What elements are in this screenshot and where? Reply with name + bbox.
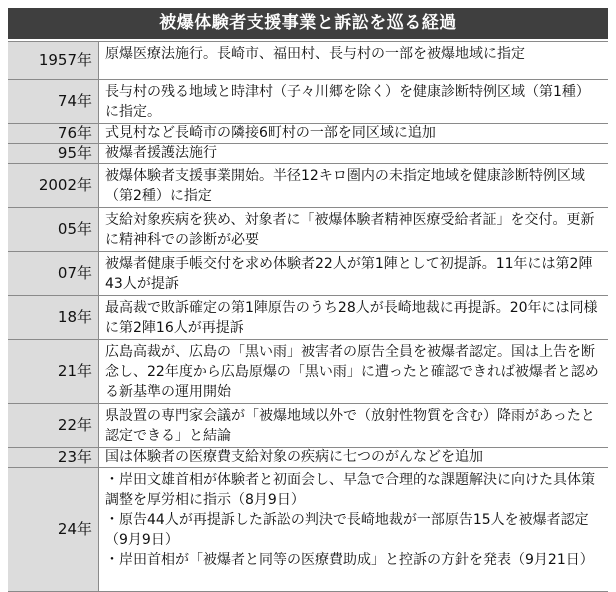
row-year: 95年	[8, 144, 98, 163]
timeline-row	[8, 468, 608, 592]
row-year: 18年	[8, 296, 98, 339]
timeline-row	[8, 252, 608, 296]
timeline-row	[8, 164, 608, 208]
row-text: 国は体験者の医療費支給対象の疾病に七つのがんなどを追加	[98, 448, 608, 467]
row-year: 21年	[8, 340, 98, 403]
row-text: 被爆者援護法施行	[98, 144, 608, 163]
row-year: 22年	[8, 404, 98, 447]
timeline-row	[8, 296, 608, 340]
timeline-row	[8, 124, 608, 144]
row-text: 被爆体験者支援事業開始。半径12キロ圏内の未指定地域を健康診断特例区域（第2種）に指定	[98, 164, 608, 207]
timeline-table	[8, 41, 608, 592]
timeline-row	[8, 42, 608, 80]
row-year: 23年	[8, 448, 98, 467]
row-text: 支給対象疾病を狭め、対象者に「被爆体験者精神医療受給者証」を交付。更新に精神科での診断が必要	[98, 208, 608, 251]
row-text: 長与村の残る地域と時津村（子々川郷を除く）を健康診断特例区域（第1種）に指定。	[98, 80, 608, 123]
row-year: 07年	[8, 252, 98, 295]
bullet-item: ・岸田首相が「被爆者と同等の医療費助成」と控訴の方針を発表（9月21日）	[105, 552, 594, 568]
row-year: 76年	[8, 124, 98, 143]
row-year: 1957年	[8, 42, 98, 79]
row-text: 広島高裁が、広島の「黒い雨」被害者の原告全員を被爆者認定。国は上告を断念し、22年度から広島原爆の「黒い雨」に遭ったと確認できれば被爆者と認める新基準の運用開始	[98, 340, 608, 403]
timeline-row	[8, 448, 608, 468]
timeline-row	[8, 144, 608, 164]
row-year: 05年	[8, 208, 98, 251]
row-text: 式見村など長崎市の隣接6町村の一部を同区域に追加	[98, 124, 608, 143]
figure-title: 被爆体験者支援事業と訴訟を巡る経過	[8, 8, 608, 39]
row-text: 被爆者健康手帳交付を求め体験者22人が第1陣として初提訴。11年には第2陣43人が提訴	[98, 252, 608, 295]
bullet-item: ・岸田文雄首相が体験者と初面会し、早急で合理的な課題解決に向けた具体策調整を厚労相に指示（8月9日）	[105, 472, 595, 508]
row-text: 原爆医療法施行。長崎市、福田村、長与村の一部を被爆地域に指定	[98, 42, 608, 79]
row-year: 24年	[8, 468, 98, 591]
row-text	[98, 468, 608, 591]
row-year: 74年	[8, 80, 98, 123]
row-text: 最高裁で敗訴確定の第1陣原告のうち28人が長崎地裁に再提訴。20年には同様に第2陣16人が再提訴	[98, 296, 608, 339]
timeline-row	[8, 340, 608, 404]
bullet-item: ・原告44人が再提訴した訴訟の判決で長崎地裁が一部原告15人を被爆者認定（9月9日）	[105, 512, 589, 548]
timeline-row	[8, 404, 608, 448]
row-text: 県設置の専門家会議が「被爆地域以外で（放射性物質を含む）降雨があったと認定できる」と結論	[98, 404, 608, 447]
row-year: 2002年	[8, 164, 98, 207]
timeline-row	[8, 208, 608, 252]
timeline-row	[8, 80, 608, 124]
